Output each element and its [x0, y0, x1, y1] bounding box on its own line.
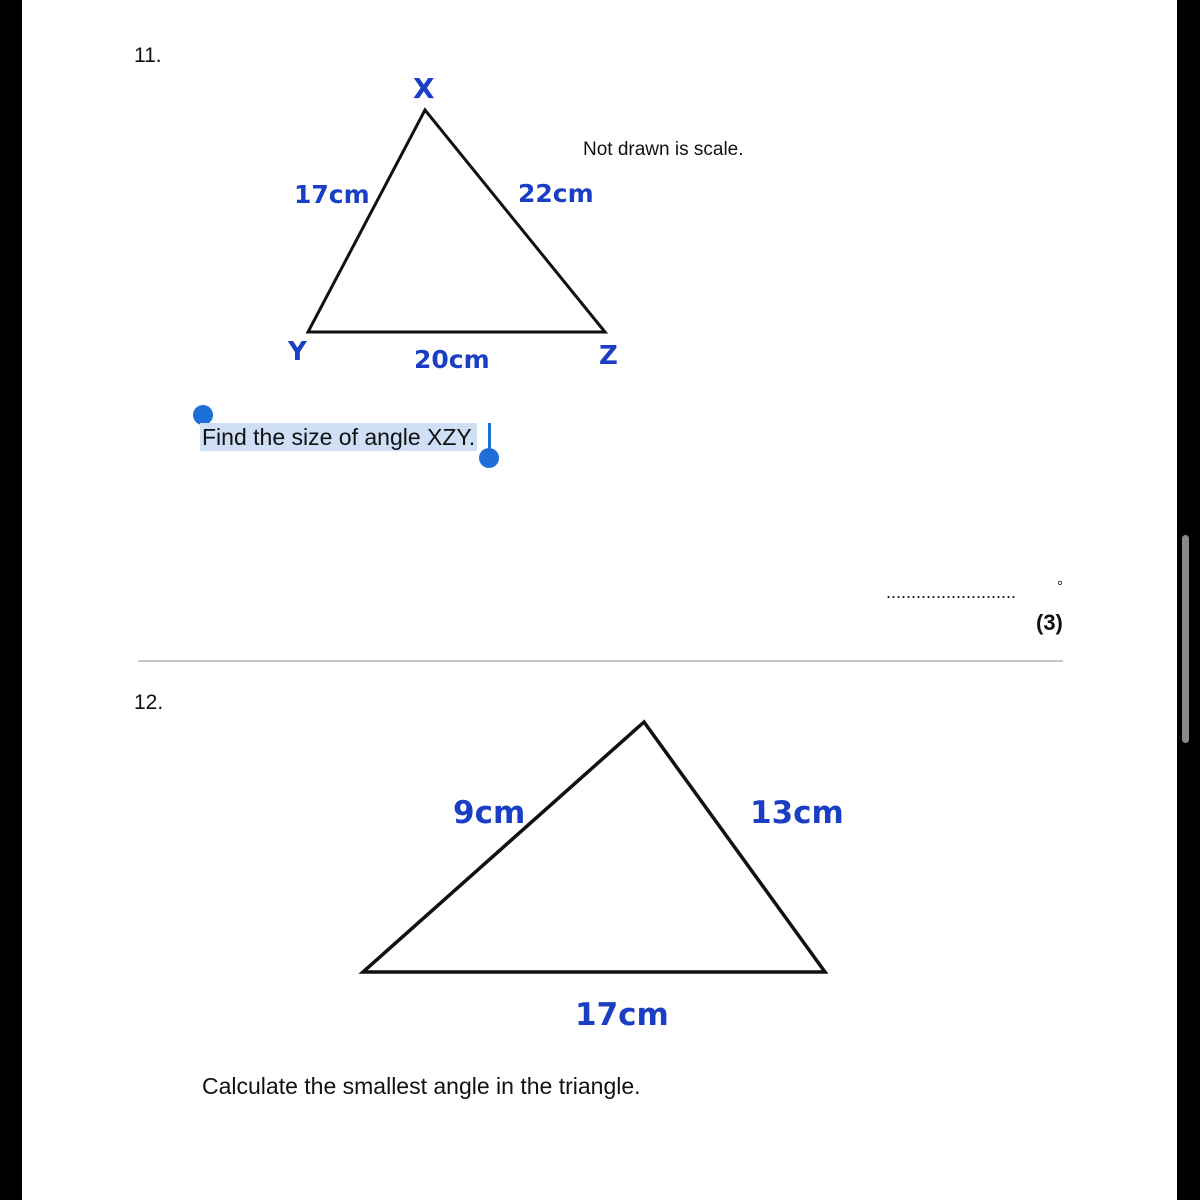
- selection-end-caret: [488, 423, 491, 451]
- question-12-number: 12.: [134, 691, 164, 714]
- side-label-base: 17cm: [575, 997, 669, 1033]
- marks-label: (3): [1036, 610, 1063, 635]
- question-11-text[interactable]: Find the size of angle XZY.: [202, 424, 476, 450]
- vertex-label-y: Y: [288, 337, 307, 367]
- question-divider: [138, 660, 1063, 662]
- selection-end-handle[interactable]: [479, 448, 499, 468]
- triangle-q12: [363, 722, 825, 972]
- vertex-label-x: X: [413, 72, 435, 105]
- question-12-text[interactable]: Calculate the smallest angle in the triangle.: [202, 1073, 641, 1099]
- triangle-xyz: [308, 110, 605, 332]
- answer-line: ..........................: [886, 582, 1017, 602]
- side-label-xy: 17cm: [294, 180, 370, 209]
- side-label-yz: 20cm: [414, 345, 490, 374]
- selection-start-handle[interactable]: [193, 405, 213, 425]
- side-label-right: 13cm: [750, 795, 844, 831]
- degree-symbol: °: [1057, 578, 1063, 595]
- scale-note: Not drawn is scale.: [583, 139, 744, 160]
- scrollbar[interactable]: [1182, 535, 1189, 743]
- vertex-label-z: Z: [599, 341, 618, 371]
- question-11-number: 11.: [134, 44, 162, 67]
- side-label-left: 9cm: [453, 795, 526, 831]
- side-label-xz: 22cm: [518, 179, 594, 208]
